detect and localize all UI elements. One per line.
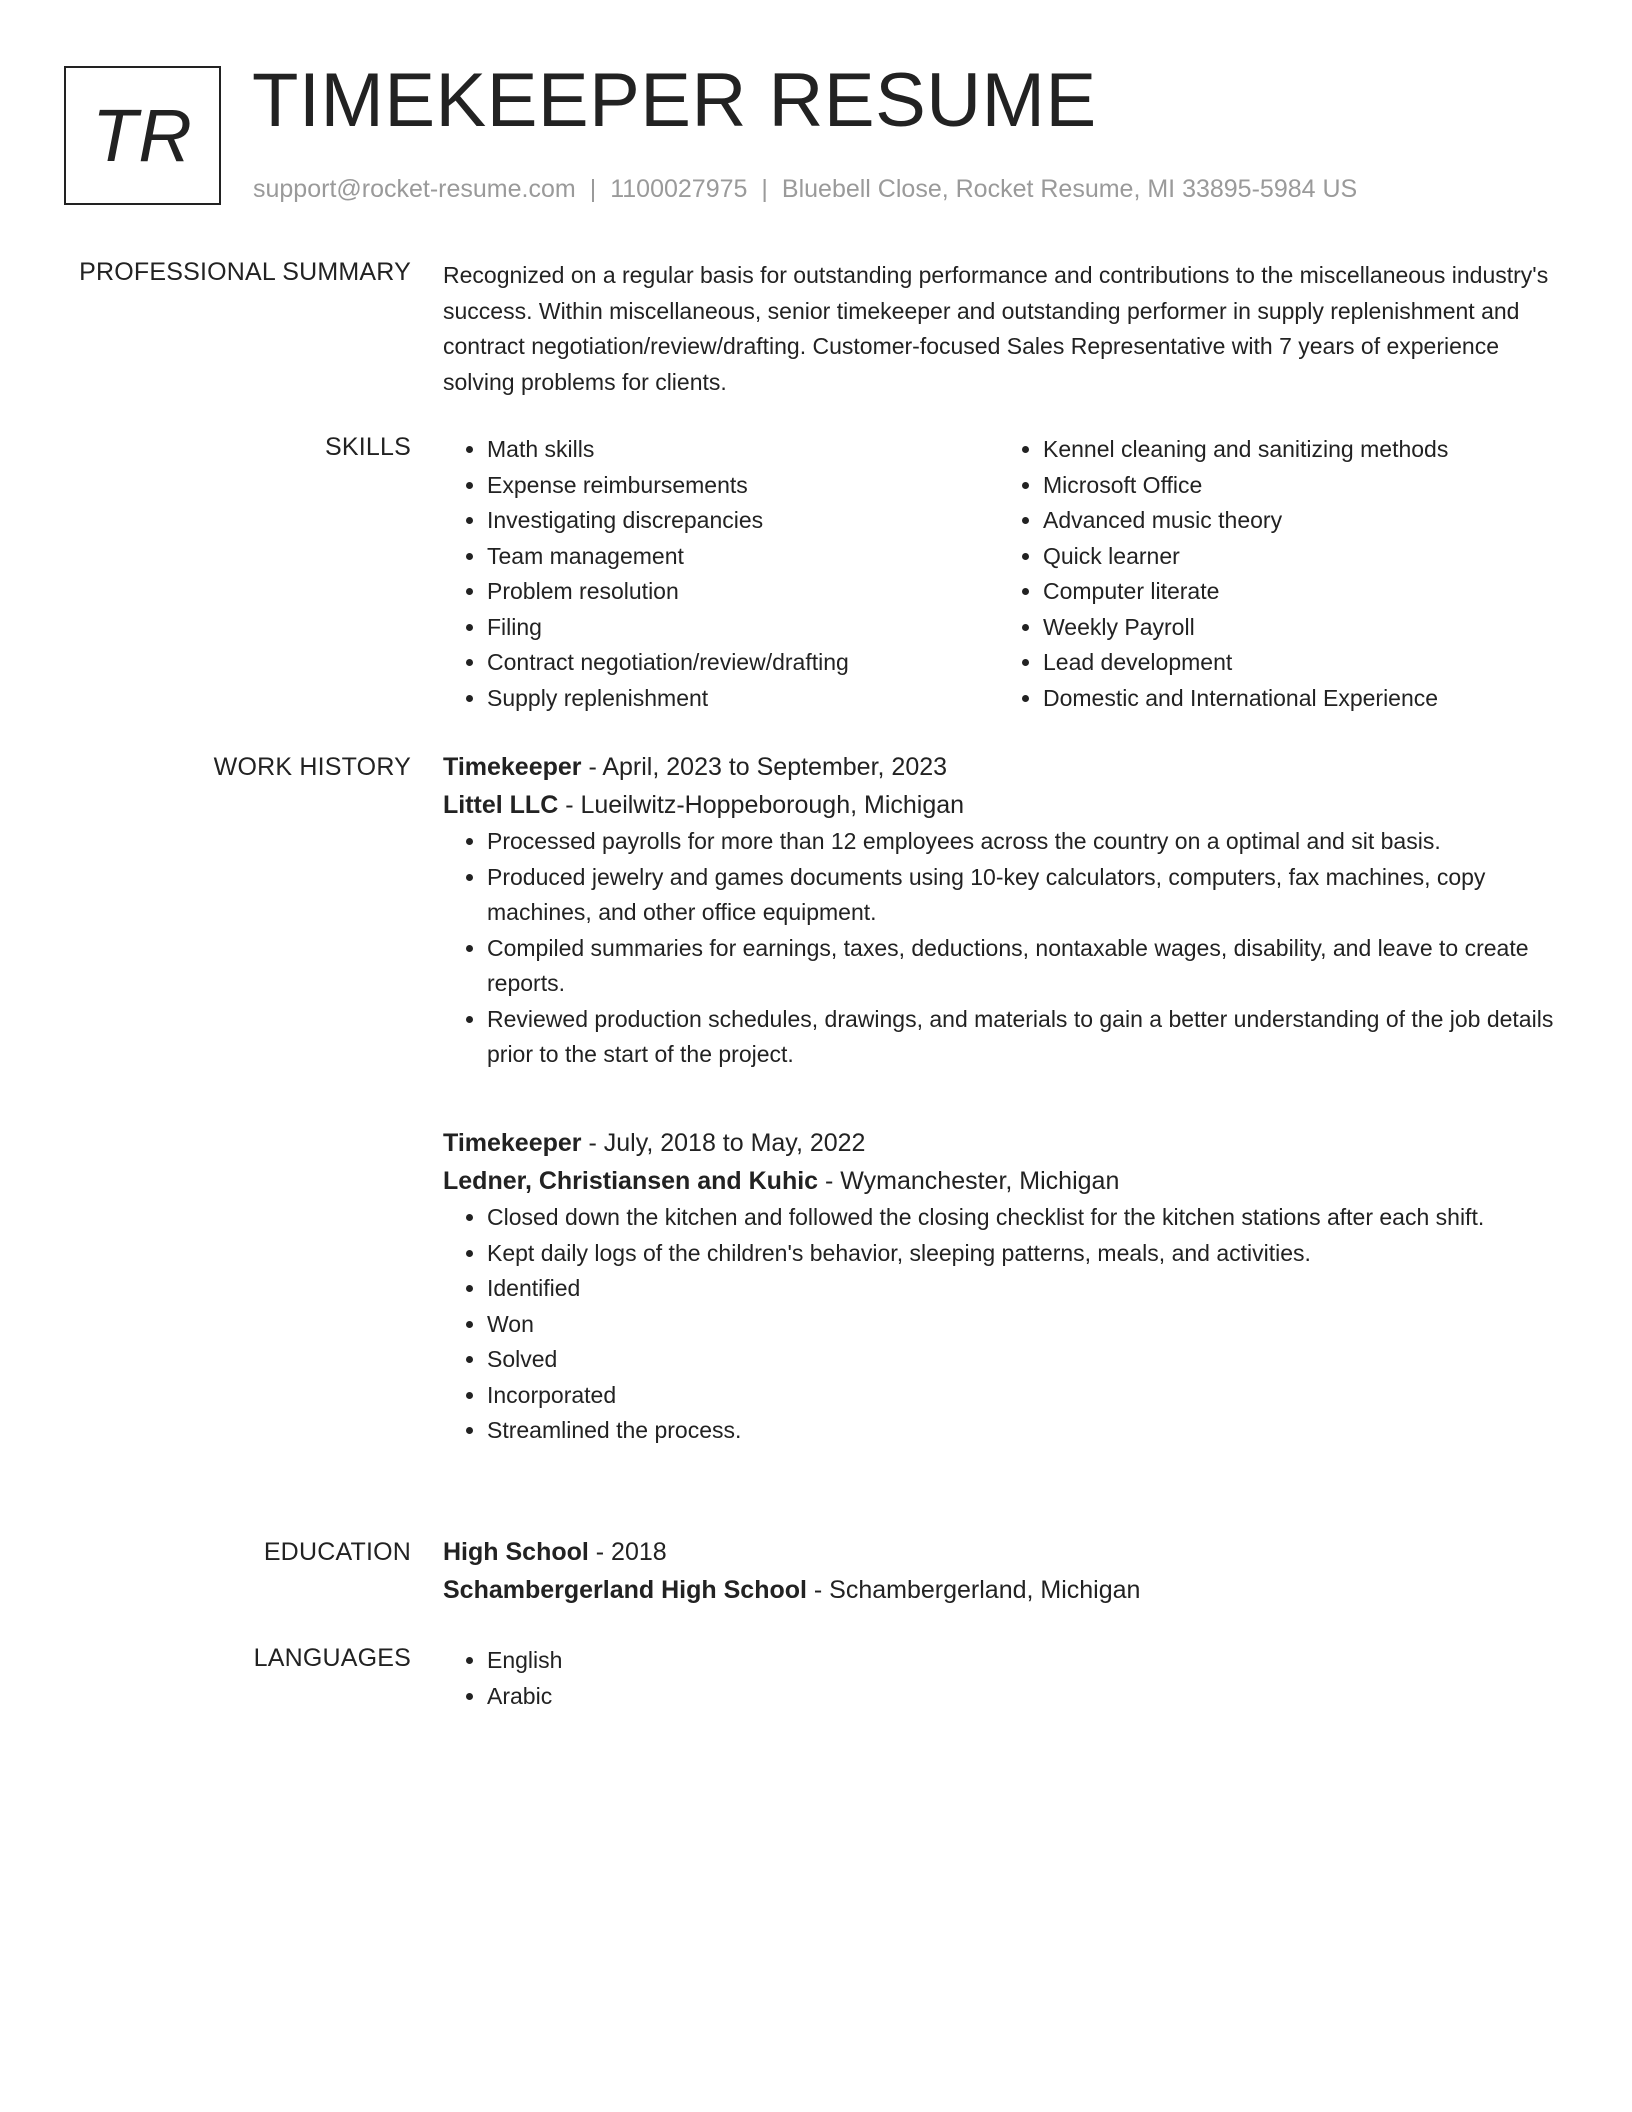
skills-heading: SKILLS (325, 433, 411, 461)
skills-list-left (443, 432, 999, 716)
list-item: • Filing (487, 610, 999, 646)
job-location: - Wymanchester, Michigan (818, 1167, 1120, 1195)
list-item: • English (487, 1643, 1555, 1679)
list-item: • Solved (487, 1342, 1555, 1378)
list-item: • Arabic (487, 1679, 1555, 1715)
work-history-body (443, 748, 1555, 1073)
job-company: Littel LLC (443, 791, 559, 819)
job-company-line (443, 786, 1555, 824)
job-location: - Lueilwitz-Hoppeborough, Michigan (558, 791, 965, 819)
list-item: • Reviewed production schedules, drawings, and materials to gain a better understanding of the job details prior to the start of the project. (487, 1002, 1555, 1073)
job-duties-list (443, 1200, 1555, 1449)
list-item: • Quick learner (1043, 539, 1555, 575)
list-item: • Advanced music theory (1043, 503, 1555, 539)
list-item: • Computer literate (1043, 574, 1555, 610)
list-item: • Processed payrolls for more than 12 employees across the country on a optimal and sit basis. (487, 824, 1555, 860)
list-item: • Weekly Payroll (1043, 610, 1555, 646)
work-history-body-2 (443, 1124, 1555, 1449)
list-item: • Investigating discrepancies (487, 503, 999, 539)
skills-columns (443, 432, 1555, 716)
list-item: • Identified (487, 1271, 1555, 1307)
job-dates: - April, 2023 to September, 2023 (581, 753, 948, 781)
school-line (443, 1571, 1555, 1609)
languages-list (443, 1643, 1555, 1714)
list-item: • Compiled summaries for earnings, taxes, deductions, nontaxable wages, disability, and leave to create reports. (487, 931, 1555, 1002)
skills-list-right (999, 432, 1555, 716)
list-item: • Kennel cleaning and sanitizing methods (1043, 432, 1555, 468)
list-item: • Team management (487, 539, 999, 575)
contact-line (253, 174, 1357, 204)
contact-separator: | (589, 175, 597, 203)
job-title: Timekeeper (443, 1129, 582, 1157)
work-history-heading: WORK HISTORY (213, 753, 411, 781)
education-heading: EDUCATION (263, 1538, 411, 1566)
job-title-line (443, 748, 1555, 786)
list-item: • Expense reimbursements (487, 468, 999, 504)
list-item: • Lead development (1043, 645, 1555, 681)
job-company-line (443, 1162, 1555, 1200)
list-item: • Contract negotiation/review/drafting (487, 645, 999, 681)
school-location: - Schambergerland, Michigan (806, 1576, 1141, 1604)
list-item: • Domestic and International Experience (1043, 681, 1555, 717)
list-item: • Produced jewelry and games documents using 10-key calculators, computers, fax machines, copy machines, and other office equipment. (487, 860, 1555, 931)
job-dates: - July, 2018 to May, 2022 (581, 1129, 866, 1157)
job-entry (443, 748, 1555, 1073)
job-title: Timekeeper (443, 753, 582, 781)
list-item: • Won (487, 1307, 1555, 1343)
summary-heading: PROFESSIONAL SUMMARY (79, 258, 411, 286)
list-item: • Incorporated (487, 1378, 1555, 1414)
list-item: • Math skills (487, 432, 999, 468)
job-duties-list (443, 824, 1555, 1073)
languages-body (443, 1643, 1555, 1714)
education-body (443, 1533, 1555, 1609)
page-title: TIMEKEEPER RESUME (252, 58, 1097, 143)
list-item: • Closed down the kitchen and followed the closing checklist for the kitchen stations after each shift. (487, 1200, 1555, 1236)
contact-phone: 1100027975 (610, 175, 748, 203)
list-item: • Streamlined the process. (487, 1413, 1555, 1449)
school-name: Schambergerland High School (443, 1576, 807, 1604)
degree: High School (443, 1538, 589, 1566)
graduation-year: - 2018 (588, 1538, 667, 1566)
job-company: Ledner, Christiansen and Kuhic (443, 1167, 819, 1195)
job-title-line (443, 1124, 1555, 1162)
list-item: • Supply replenishment (487, 681, 999, 717)
monogram-logo: TR (64, 66, 221, 205)
list-item: • Kept daily logs of the children's behavior, sleeping patterns, meals, and activities. (487, 1236, 1555, 1272)
summary-text: Recognized on a regular basis for outstanding performance and contributions to the miscellaneous industry's success. Within miscellaneous, senior timekeeper and outstanding performer in supply replenishment and contract negotiation/review/drafting. Customer-focused Sales Representative with 7 years of experience solving problems for clients. (443, 262, 1549, 395)
contact-email: support@rocket-resume.com (253, 175, 576, 203)
languages-heading: LANGUAGES (253, 1644, 411, 1672)
list-item: • Microsoft Office (1043, 468, 1555, 504)
contact-address: Bluebell Close, Rocket Resume, MI 33895-5984 US (781, 175, 1358, 203)
degree-line (443, 1533, 1555, 1571)
job-entry (443, 1124, 1555, 1449)
contact-separator: | (761, 175, 768, 203)
list-item: • Problem resolution (487, 574, 999, 610)
